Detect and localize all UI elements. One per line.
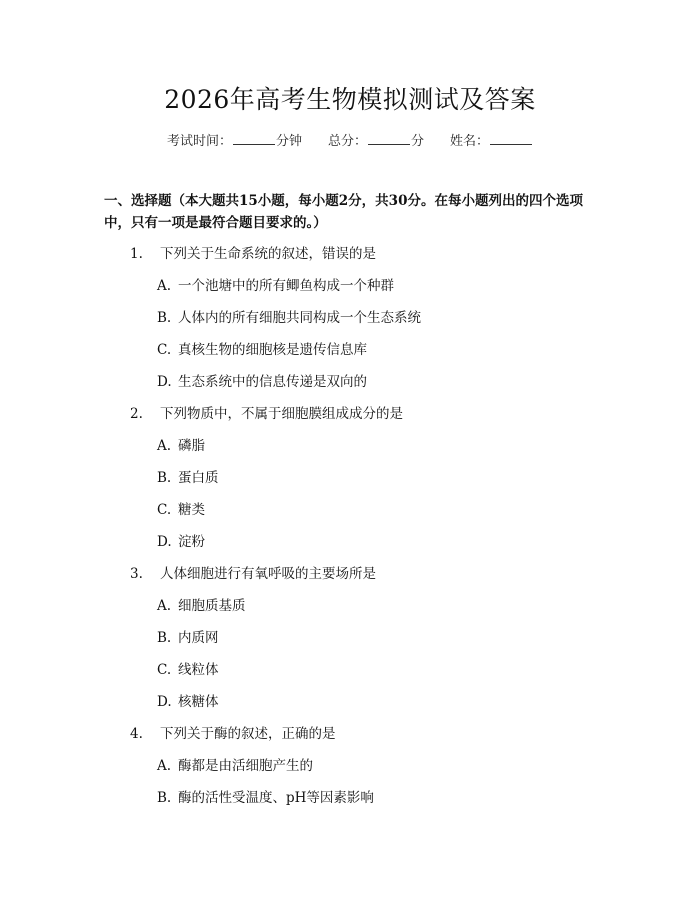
option-text: 蛋白质 (178, 470, 219, 486)
option-letter: A. (157, 278, 172, 294)
option-letter: B. (157, 470, 172, 486)
option-letter: A. (157, 758, 172, 774)
total-score-blank (368, 131, 410, 145)
option-text: 内质网 (178, 630, 219, 646)
exam-time-label: 考试时间： (166, 134, 232, 149)
total-score-label: 总分： (327, 134, 367, 149)
exam-time-blank (233, 131, 275, 145)
option-text: 酶的活性受温度、pH等因素影响 (178, 790, 374, 806)
question-text: 下列关于酶的叙述，正确的是 (160, 726, 336, 742)
option-letter: B. (157, 310, 172, 326)
option-letter: D. (157, 694, 172, 710)
option-text: 核糖体 (178, 694, 219, 710)
page-title: 2026年高考生物模拟测试及答案 (164, 85, 536, 114)
option-letter: A. (157, 438, 172, 454)
question-text: 下列物质中，不属于细胞膜组成成分的是 (160, 406, 403, 422)
option-letter: C. (157, 502, 172, 518)
option-text: 酶都是由活细胞产生的 (178, 758, 313, 774)
option-letter: A. (157, 598, 172, 614)
exam-time-field (167, 131, 302, 151)
option-text: 线粒体 (178, 662, 219, 678)
name-field (450, 131, 533, 151)
question-text: 下列关于生命系统的叙述，错误的是 (160, 246, 376, 262)
name-label: 姓名： (450, 134, 490, 149)
total-score-unit: 分 (411, 134, 425, 149)
option-text: 真核生物的细胞核是遗传信息库 (178, 342, 367, 358)
exam-time-unit: 分钟 (275, 134, 302, 149)
option-text: 细胞质基质 (178, 598, 246, 614)
name-blank (490, 131, 532, 145)
option-text: 人体内的所有细胞共同构成一个生态系统 (178, 310, 421, 326)
question-number: 4. (130, 726, 143, 742)
section-heading: 一、选择题（本大题共15小题，每小题2分，共30分。在每小题列出的四个选项中，只有一项是最符合题目要求的。） (104, 193, 583, 231)
option-letter: D. (157, 374, 172, 390)
option-letter: C. (157, 662, 172, 678)
option-letter: D. (157, 534, 172, 550)
option-text: 磷脂 (178, 438, 205, 454)
option-letter: B. (157, 790, 172, 806)
option-letter: B. (157, 630, 172, 646)
question-number: 3. (130, 566, 143, 582)
option-letter: C. (157, 342, 172, 358)
question-text: 人体细胞进行有氧呼吸的主要场所是 (160, 566, 376, 582)
question-number: 2. (130, 406, 143, 422)
option-text: 糖类 (178, 502, 205, 518)
exam-info-row (0, 131, 700, 151)
option-text: 一个池塘中的所有鲫鱼构成一个种群 (178, 278, 394, 294)
option-text: 淀粉 (178, 534, 205, 550)
option-text: 生态系统中的信息传递是双向的 (178, 374, 367, 390)
total-score-field (328, 131, 424, 151)
question-number: 1. (130, 246, 143, 262)
